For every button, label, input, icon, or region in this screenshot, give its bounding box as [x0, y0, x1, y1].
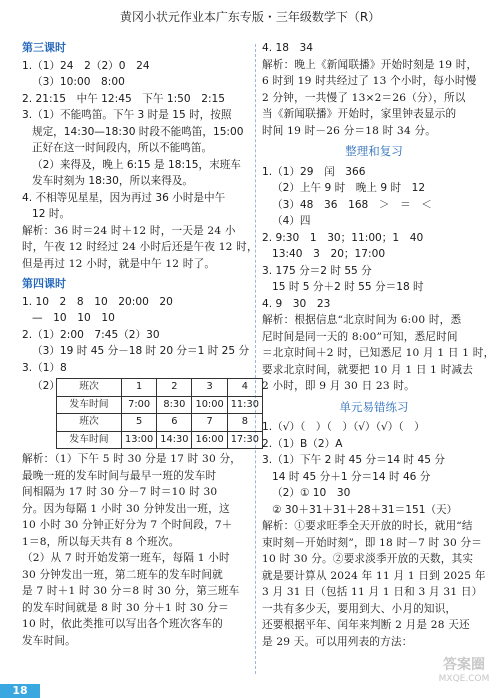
- answer-line: 2.（1）B（2）A: [262, 437, 343, 450]
- watermark-logo: [434, 658, 494, 692]
- table-cell: 14:30: [157, 431, 192, 449]
- table-cell: 6: [157, 414, 192, 432]
- answer-line: （2）① 10 30: [272, 487, 351, 499]
- analysis-line: 时，午夜 12 时经过 24 小时后还是午夜 12 时，: [22, 241, 258, 253]
- answer-line: （2）上午 9 时 晚上 9 时 12: [272, 182, 426, 194]
- table-cell: 10:00: [192, 396, 227, 414]
- left-column: [22, 40, 259, 649]
- section-title-common-errors: 单元易错练习: [339, 399, 409, 414]
- analysis-line: 的发车时间就是 8 时 30 分＋1 时 30 分＝: [22, 601, 229, 614]
- answer-line: 2. 9:30 1 30；11:00；1 40: [262, 231, 424, 244]
- analysis-line: 解析：①要求旺季全天开放的时长，就用“结: [262, 520, 473, 532]
- table-cell: 发车时间: [57, 396, 122, 414]
- answer-line: 14 时 45 分＋1 分＝14 时 46 分: [272, 470, 431, 483]
- answer-line: 4. 9 30 23: [262, 297, 331, 310]
- analysis-line: 1＝8，所以每天共有 8 个班次。: [22, 535, 180, 548]
- analysis-line: 最晚一班的发车时间与最早一班的发车时: [22, 469, 217, 482]
- analysis-line: 就是要计算从 2024 年 11 月 1 日到 2025 年: [262, 569, 486, 582]
- table-cell: 8: [227, 414, 262, 432]
- analysis-line: 30 分钟发出一班，第二班车的发车时间就: [22, 568, 223, 581]
- table-cell: 13:00: [122, 431, 157, 449]
- analysis-line: 10 小时 30 分钟正好分为 7 个时间段，7＋: [22, 519, 233, 531]
- analysis-line: 要求北京时间，就要把 10 月 1 日 1 时减去: [262, 363, 474, 376]
- analysis-line: 但是再过 12 小时，就是中午 12 时了。: [22, 257, 216, 270]
- answer-line: 3.（1）8: [22, 361, 67, 374]
- section-title-review: 整理和复习: [345, 144, 403, 158]
- analysis-line: 是 29 天。可以用列表的方法：: [262, 635, 413, 648]
- answer-line: — 10 10 10: [32, 312, 115, 324]
- analysis-line: ＝北京时间＋2 时，已知悉尼 10 月 1 日 1 时，: [262, 347, 495, 359]
- table-cell: 3: [192, 379, 227, 397]
- analysis-line: 束时刻－开始时刻”，即 18 时－7 时 30 分＝: [262, 536, 483, 549]
- answer-line: （4）四: [272, 215, 311, 227]
- analysis-line: （2）从 7 时开始发第一班车，每隔 1 小时: [22, 552, 230, 564]
- analysis-line: 尼时间是同一天的 8:00”可知，悉尼时间: [262, 330, 458, 343]
- table-row: [57, 396, 263, 414]
- analysis-line: 6 时到 19 时共经过了 13 个小时，每小时慢: [262, 75, 477, 87]
- answer-line: 3.（1）下午 2 时 45 分＝14 时 45 分: [262, 454, 445, 466]
- column-divider: [255, 44, 256, 674]
- answer-line: 1.（1）24 2（2）0 24: [22, 59, 150, 72]
- answer-line: 3.（1）不能鸣笛。下午 3 时是 15 时，按照: [22, 109, 232, 121]
- answer-line: （2）: [32, 380, 60, 392]
- analysis-line: 解析：36 时＝24 时＋12 时，一天是 24 小: [22, 224, 236, 237]
- analysis-line: 还要根据平年、闰年来判断 2 月是 28 天还: [262, 619, 470, 631]
- answer-line: 1.（1）29 闰 366: [262, 165, 366, 178]
- analysis-line: 当《新闻联播》开始时，家里钟表显示的: [262, 108, 457, 120]
- analysis-line: 解析：晚上《新闻联播》开始时刻是 19 时，: [262, 58, 478, 71]
- table-row: [57, 414, 263, 432]
- analysis-line: 10 时，依此类推可以写出各个班次客车的: [22, 618, 223, 630]
- analysis-line: 时间 19 时－26 分＝18 时 34 分。: [262, 124, 437, 137]
- answer-line: （2）来得及，晚上 6:15 是 18:15，末班车: [32, 158, 241, 171]
- analysis-line: 一共有多少天，要用到大、小月的知识，: [262, 602, 457, 615]
- answer-line: 4. 不相等见星星，因为再过 36 小时是中午: [22, 191, 226, 204]
- analysis-line: 解析：根据信息“北京时间为 6:00 时，悉: [262, 314, 462, 326]
- table-cell: 班次: [57, 379, 122, 397]
- analysis-line: 2 分钟，一共慢了 13×2＝26（分），所以: [262, 91, 466, 104]
- table-cell: 发车时间: [57, 431, 122, 449]
- analysis-line: 10 时 30 分。②要求淡季开放的天数，其实: [262, 553, 474, 565]
- analysis-line: 发车时间。: [22, 634, 76, 647]
- table-row: [57, 379, 263, 397]
- answer-line: 2.（1）2:00 7:45（2）30: [22, 328, 160, 341]
- answer-line: （3）10:00 8:00: [32, 76, 125, 88]
- table-cell: 5: [122, 414, 157, 432]
- bus-schedule-table: [56, 378, 263, 449]
- analysis-line: 间相隔为 17 时 30 分－7 时＝10 时 30: [22, 486, 218, 498]
- answer-line: 2. 21:15 中午 12:45 下午 1:50 2:15: [22, 92, 226, 105]
- table-cell: 7: [192, 414, 227, 432]
- watermark-url: MXQE.COM: [438, 674, 490, 684]
- answer-line: （3）19 时 45 分－18 时 20 分＝1 时 25 分: [32, 345, 250, 357]
- answer-line: 3. 175 分＝2 时 55 分: [262, 264, 372, 277]
- answer-line: 13:40 3 20；17:00: [272, 248, 386, 260]
- analysis-line: 3 月 31 日（包括 11 月 1 日和 3 月 31 日）: [262, 586, 483, 598]
- section-title-lesson3: 第三课时: [22, 41, 66, 54]
- answer-line: 发车时刻为 18:30，所以来得及。: [32, 175, 194, 187]
- answer-line: 规定，14:30—18:30 时段不能鸣笛，15:00: [32, 125, 244, 138]
- answer-line: 4. 18 34: [262, 42, 314, 54]
- table-cell: 16:00: [192, 431, 227, 449]
- section-title-lesson4: 第四课时: [22, 277, 66, 290]
- analysis-line: 2 小时，即 9 月 30 日 23 时。: [262, 380, 415, 392]
- analysis-line: 是 7 时＋1 时 30 分＝8 时 30 分，第三班车: [22, 585, 240, 597]
- table-cell: 11:30: [227, 396, 262, 414]
- table-cell: 8:30: [157, 396, 192, 414]
- answer-line: 12 时。: [32, 208, 71, 220]
- watermark-text: 答案圈: [443, 657, 485, 673]
- right-column: [262, 40, 495, 650]
- table-cell: 17:30: [227, 431, 262, 449]
- answer-line: 1. 10 2 8 10 20:00 20: [22, 295, 173, 308]
- page-header: 黄冈小状元作业本广东专版・三年级数学下（R）: [119, 10, 381, 24]
- table-cell: 2: [157, 379, 192, 397]
- table-cell: 7:00: [122, 396, 157, 414]
- answer-line: 15 时 5 分＋2 时 55 分＝18 时: [272, 281, 424, 293]
- table-cell: 班次: [57, 414, 122, 432]
- table-cell: 4: [227, 379, 262, 397]
- analysis-line: 解析：（1）下午 5 时 30 分是 17 时 30 分，: [22, 453, 242, 465]
- analysis-line: 分。因为每隔 1 小时 30 分钟发出一班，这: [22, 502, 230, 515]
- table-row: [57, 431, 263, 449]
- answer-line: 正好在这一时间段内，所以不能鸣笛。: [32, 142, 213, 154]
- answer-line: （3）48 36 168 ＞ ＝ ＜: [272, 198, 432, 211]
- answer-line: ② 30＋31＋31＋28＋31＝151（天）: [272, 503, 458, 516]
- page-number: 18: [0, 684, 40, 698]
- table-cell: 1: [122, 379, 157, 397]
- answer-line: 1.（√）（ ）（ ）（√）（√）（ ）: [262, 421, 425, 433]
